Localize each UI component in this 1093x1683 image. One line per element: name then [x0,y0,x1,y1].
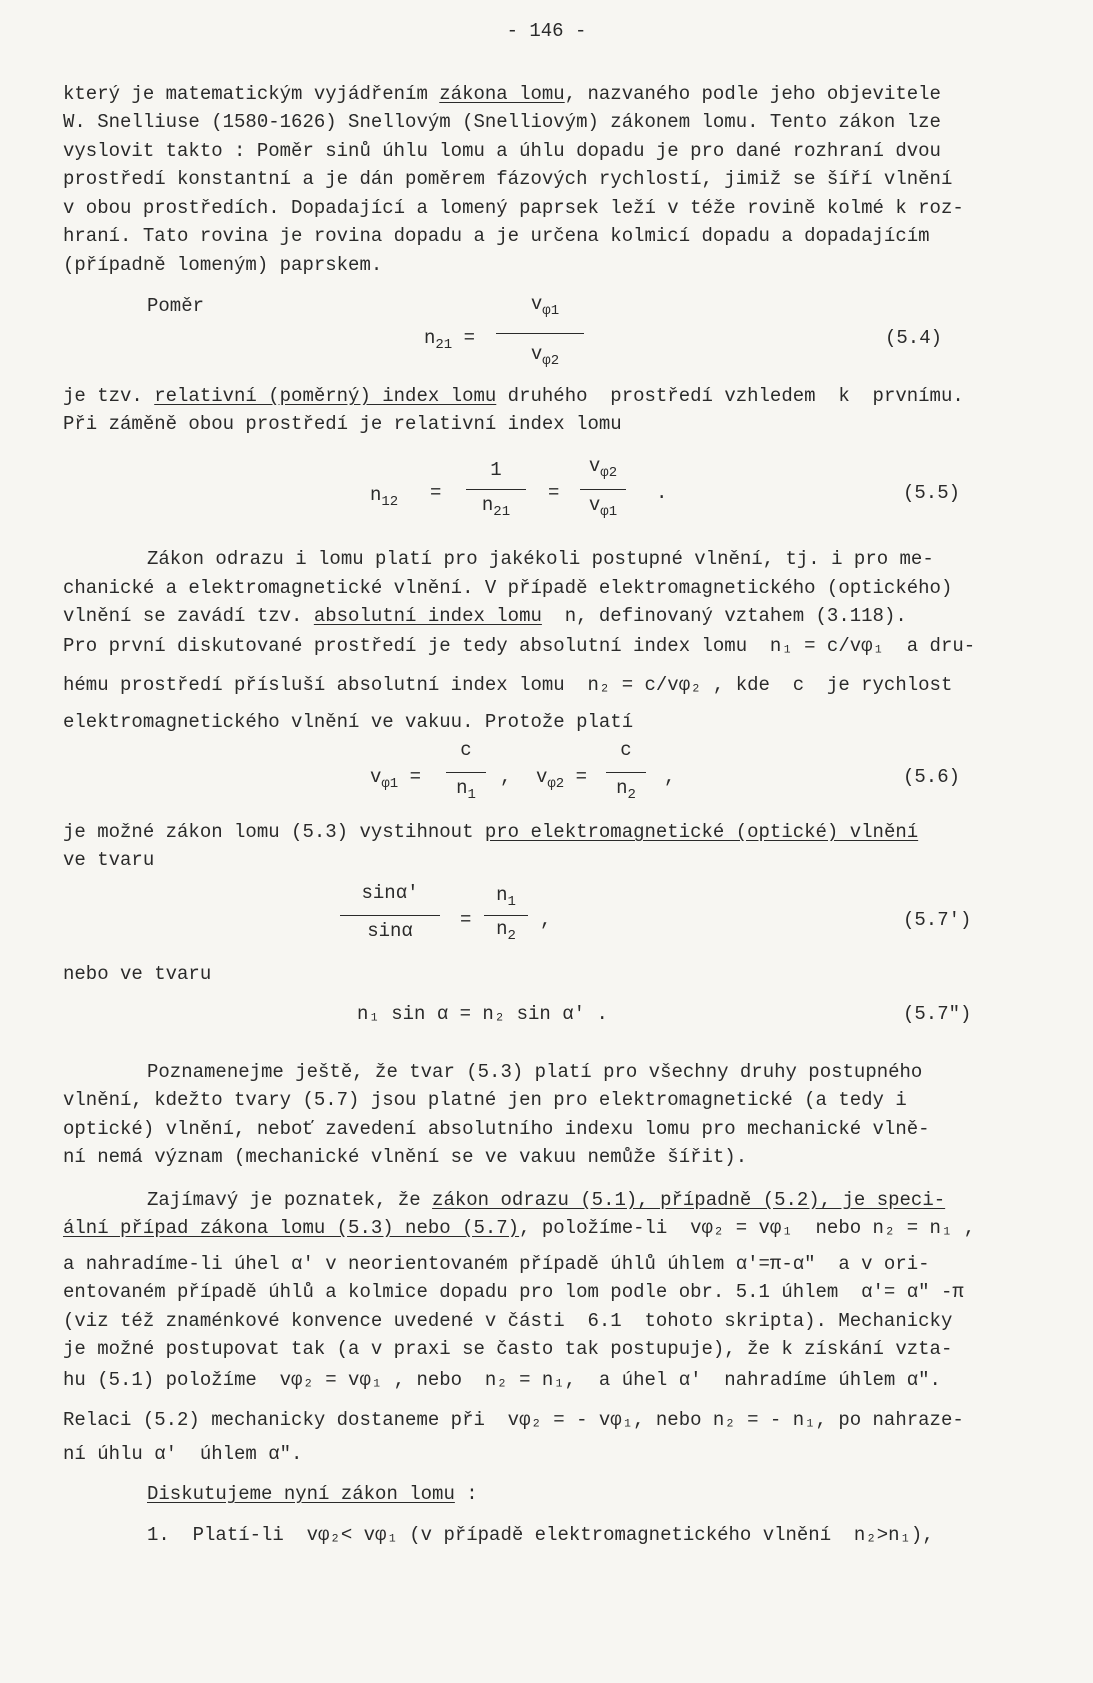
eq-5-6-denominator-1: $n_1$ [456,777,476,803]
paragraph-3-line-6: elektromagnetického vlnění ve vakuu. Protože platí [63,711,634,733]
paragraph-1-line-4: prostředí konstantní a je dán poměrem fázových rychlostí, jimiž se šíří vlnění [63,168,953,190]
eq-5-5-numerator-2: $v_{\varphi 2}$ [588,455,618,481]
page-number: - 146 - [506,20,587,42]
paragraph-6-line-4: ní nemá význam (mechanické vlnění se ve vakuu nemůže šířit). [63,1146,748,1168]
eq-5-6-numerator-2: c [620,739,632,761]
paragraph-7-line-6: je možné postupovat tak (a v praxi se často tak postupuje), že k získání vzta- [63,1338,953,1360]
paragraph-2-line-1: je tzv. relativní (poměrný) index lomu druhého prostředí vzhledem k prvnímu. [63,385,964,407]
term-zakon-lomu: zákona lomu [439,83,565,105]
paragraph-3-line-1: Zákon odrazu i lomu platí pro jakékoli postupné vlnění, tj. i pro me- [147,548,934,570]
paragraph-6-line-2: vlnění, kdežto tvary (5.7) jsou platné jen pro elektromagnetické (a tedy i [63,1089,907,1111]
eq-5-7a-fraction-bar-2 [484,915,528,916]
paragraph-3-line-5: hému prostředí přísluší absolutní index lomu n₂ = c/vφ₂ , kde c je rychlost [63,674,953,696]
paragraph-1-line-2: W. Snelliuse (1580-1626) Snellovým (Snelliovým) zákonem lomu. Tento zákon lze [63,111,941,133]
paragraph-3-line-3: vlnění se zavádí tzv. absolutní index lomu n, definovaný vztahem (3.118). [63,605,907,627]
eq-5-7a-denominator-2: $n_2$ [496,918,516,944]
eq-5-4-numerator: $v_{\varphi 1}$ [530,293,560,319]
paragraph-3-line-2: chanické a elektromagnetické vlnění. V případě elektromagnetického (optického) [63,577,953,599]
eq-5-7a-comma: , [540,909,552,931]
eq-5-6-number: (5.6) [903,766,961,788]
eq-5-6-fraction-bar-2 [606,772,646,773]
eq-5-4-number: (5.4) [885,327,943,349]
eq-5-7a-fraction-bar-1 [340,915,440,916]
eq-5-7b-formula: n₁ sin α = n₂ sin α′ . [357,1003,608,1025]
term-pro-elektromagneticke-vlneni: pro elektromagnetické (optické) vlnění [484,821,919,843]
term-absolutni-index-lomu: absolutní index lomu [313,605,542,627]
eq-5-7a-number: (5.7′) [903,909,972,931]
eq-5-5-denominator-1: $n_{21}$ [481,494,511,520]
paragraph-1-line-6: hraní. Tato rovina je rovina dopadu a je určena kolmicí dopadu a dopadajícím [63,225,930,247]
paragraph-7-line-9: ní úhlu α′ úhlem α″. [63,1443,303,1465]
eq-5-5-equals-1: = [430,482,442,504]
eq-5-6-fraction-bar-1 [446,772,486,773]
term-relativni-index-lomu: relativní (poměrný) index lomu [154,385,497,407]
paragraph-5-line-1: nebo ve tvaru [63,963,212,985]
eq-5-5-lhs: $n_{12}$ [370,484,399,510]
term-specialni-pripad: ální případ zákona lomu (5.3) nebo (5.7) [63,1217,520,1239]
eq-5-5-numerator-1: 1 [490,459,502,481]
paragraph-6-line-3: optické) vlnění, neboť zavedení absolutního indexu lomu pro mechanické vlně- [63,1118,930,1140]
eq-5-7b-number: (5.7″) [903,1003,972,1025]
paragraph-4-line-2: ve tvaru [63,849,155,871]
eq-5-5-period: . [656,482,668,504]
section-heading: Diskutujeme nyní zákon lomu : [147,1483,478,1505]
paragraph-1-line-7: (případně lomeným) paprskem. [63,254,383,276]
paragraph-7-line-4: entovaném případě úhlů a kolmice dopadu pro lom podle obr. 5.1 úhlem α′= α″ -π [63,1281,964,1303]
paragraph-7-line-2: ální případ zákona lomu (5.3) nebo (5.7), položíme-li vφ₂ = vφ₁ nebo n₂ = n₁ , [63,1217,976,1239]
paragraph-7-line-8: Relaci (5.2) mechanicky dostaneme při vφ₂ = - vφ₁, nebo n₂ = - n₁, po nahraze- [63,1409,964,1431]
eq-5-6-lhs-1: $v_{\varphi 1}$ = [370,766,422,792]
paragraph-7-line-3: a nahradíme-li úhel α′ v neorientovaném případě úhlů úhlem α′=π-α″ a v ori- [63,1253,930,1275]
eq-5-6-denominator-2: $n_2$ [616,777,636,803]
paragraph-7-line-5: (viz též znaménkové konvence uvedené v části 6.1 tohoto skripta). Mechanicky [63,1310,953,1332]
paragraph-1-line-3: vyslovit takto : Poměr sinů úhlu lomu a úhlu dopadu je pro dané rozhraní dvou [63,140,941,162]
eq-5-4-denominator: $v_{\varphi 2}$ [530,343,560,369]
eq-5-4-lead: Poměr [147,295,205,317]
paragraph-2-line-2: Při záměně obou prostředí je relativní index lomu [63,413,622,435]
paragraph-6-line-1: Poznamenejme ještě, že tvar (5.3) platí pro všechny druhy postupného [147,1061,923,1083]
eq-5-7a-equals: = [460,909,472,931]
eq-5-5-number: (5.5) [903,482,961,504]
eq-5-4-lhs: $n_{21}$ = [424,327,476,353]
eq-5-4-fraction-bar [496,333,584,334]
eq-5-5-equals-2: = [548,482,560,504]
eq-5-6-numerator-1: c [460,739,472,761]
eq-5-5-fraction-bar-1 [466,489,526,490]
paragraph-3-line-4: Pro první diskutované prostředí je tedy absolutní index lomu n₁ = c/vφ₁ a dru- [63,635,976,657]
eq-5-5-fraction-bar-2 [580,489,626,490]
paragraph-7-line-1: Zajímavý je poznatek, že zákon odrazu (5.1), případně (5.2), je speci- [147,1189,946,1211]
eq-5-6-lhs-2: $v_{\varphi 2}$ = [536,766,588,792]
eq-5-7a-denominator: sinα [367,920,413,942]
paragraph-1-line-5: v obou prostředích. Dopadající a lomený paprsek leží v téže rovině kolmé k roz- [63,197,964,219]
paragraph-7-line-7: hu (5.1) položíme vφ₂ = vφ₁ , nebo n₂ = n₁, a úhel α′ nahradíme úhlem α″. [63,1369,941,1391]
paragraph-4-line-1: je možné zákon lomu (5.3) vystihnout pro elektromagnetické (optické) vlnění [63,821,919,843]
eq-5-7a-numerator: sinα′ [361,882,419,904]
eq-5-6-comma-2: , [664,766,676,788]
paragraph-1-line-1: který je matematickým vyjádřením zákona lomu, nazvaného podle jeho objevitele [63,83,941,105]
list-item-1: 1. Platí-li vφ₂< vφ₁ (v případě elektromagnetického vlnění n₂>n₁), [147,1524,934,1546]
term-zakon-odrazu: zákon odrazu (5.1), případně (5.2), je speci- [432,1189,946,1211]
eq-5-5-denominator-2: $v_{\varphi 1}$ [588,494,618,520]
eq-5-7a-numerator-2: $n_1$ [496,884,516,910]
eq-5-6-comma-1: , [500,766,512,788]
